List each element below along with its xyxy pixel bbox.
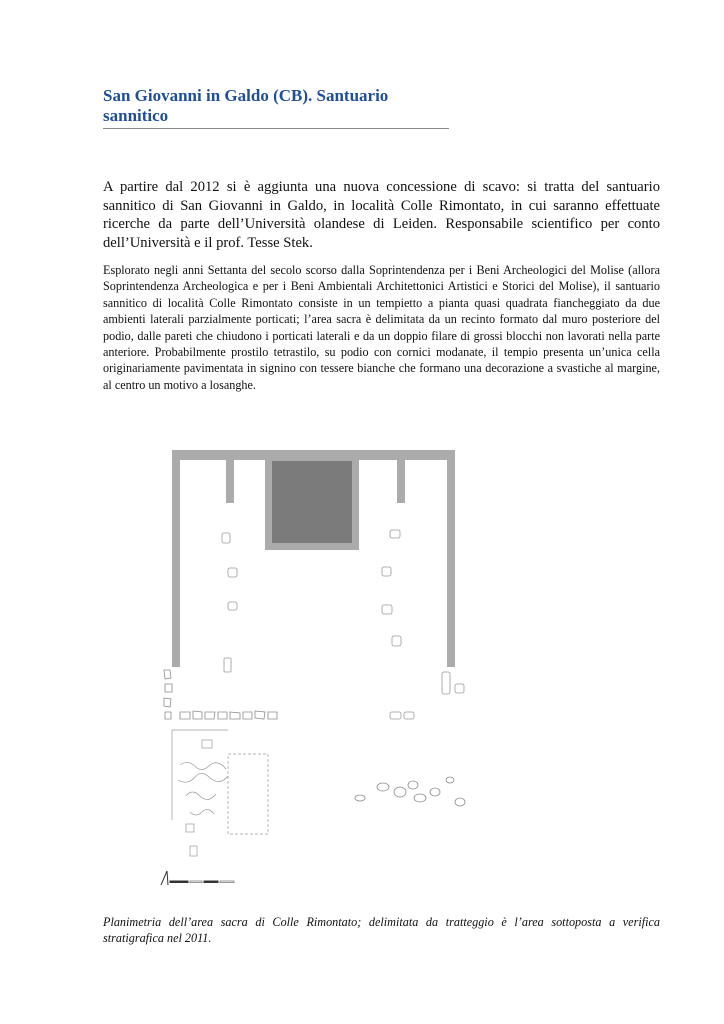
rubble-sketch — [178, 740, 228, 856]
front-block-row — [164, 670, 277, 719]
site-plan-figure — [150, 440, 490, 890]
temple-cella — [265, 456, 359, 550]
intro-paragraph: A partire dal 2012 si è aggiunta una nuova concessione di scavo: si tratta del santuario sannitico di San Giovanni in Galdo, in località Colle Rimontato, in cui saranno effettuate ricerche da parte dell’Università olandese di Leiden. Responsabile scientifico per conto dell’Università e il prof. Tesse Stek. — [103, 179, 660, 251]
title-divider — [103, 128, 449, 129]
page-title: San Giovanni in Galdo (CB). Santuario sannitico — [103, 86, 389, 125]
right-stone-cluster — [355, 777, 465, 806]
figure-caption: Planimetria dell’area sacra di Colle Rimontato; delimitata da tratteggio è l’area sottoposta a verifica stratigrafica nel 2011. — [103, 915, 660, 946]
stone-blocks — [222, 530, 464, 719]
north-arrow-scale — [161, 871, 234, 885]
description-paragraph: Esplorato negli anni Settanta del secolo scorso dalla Soprintendenza per i Beni Archeologici del Molise (allora Soprintendenza Archeologica e per i Beni Ambientali Architettonici Artistici e Storici del Molise), il santuario sannitico di località Colle Rimontato consiste in un tempietto a pianta quasi quadrata fiancheggiato da due ambienti laterali parzialmente porticati; l’area sacra è delimitata da un recinto formato dal muro posteriore del podio, dalle pareti che chiudono i porticati laterali e da un doppio filare di grossi blocchi non lavorati nella parte anteriore. Probabilmente prostilo tetrastilo, su podio con cornici modanate, il tempio presenta un’unica cella originariamente pavimentata in signino con tessere bianche che formano una decorazione a svastiche al margine, al centro un motivo a losanghe. — [103, 263, 660, 392]
